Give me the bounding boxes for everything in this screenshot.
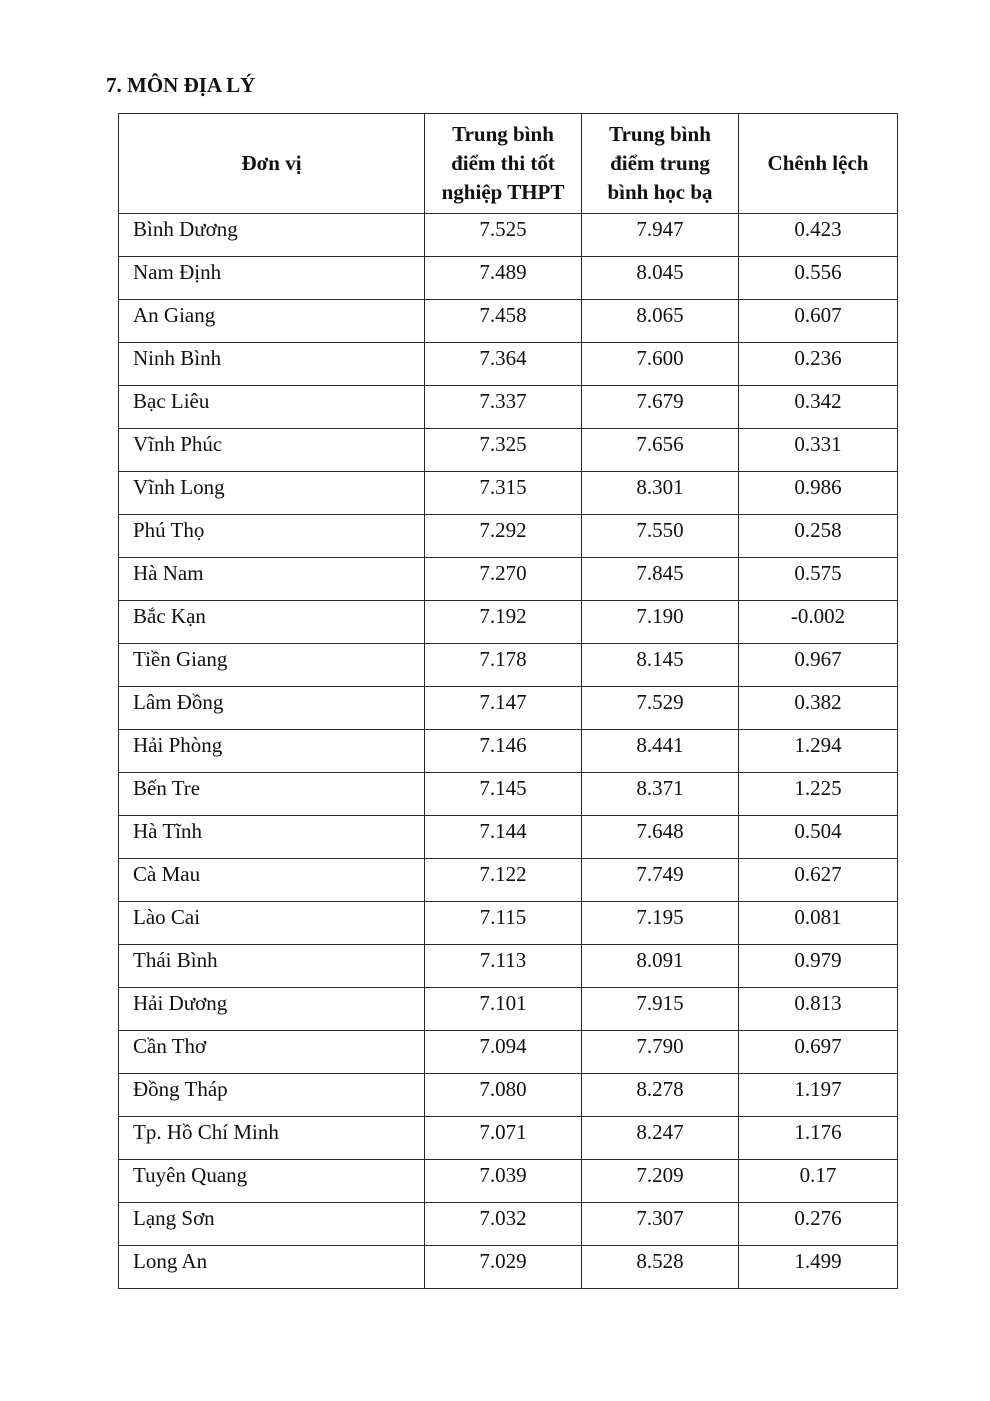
table-row [119,300,898,343]
thpt-score-cell: 7.525 [425,214,582,257]
table-row [119,773,898,816]
difference-cell: 0.276 [739,1203,898,1246]
difference-cell: -0.002 [739,601,898,644]
table-row [119,1246,898,1289]
table-row [119,472,898,515]
difference-cell: 0.258 [739,515,898,558]
hoc-ba-score-cell: 7.845 [582,558,739,601]
difference-cell: 0.607 [739,300,898,343]
table-row [119,902,898,945]
unit-name-cell: Phú Thọ [119,515,425,558]
table-row [119,945,898,988]
table-body [119,214,898,1289]
difference-cell: 1.197 [739,1074,898,1117]
table-row [119,859,898,902]
thpt-score-cell: 7.337 [425,386,582,429]
unit-name-cell: Ninh Bình [119,343,425,386]
unit-name-cell: Tiền Giang [119,644,425,687]
difference-cell: 0.627 [739,859,898,902]
table-row [119,1031,898,1074]
thpt-score-cell: 7.071 [425,1117,582,1160]
thpt-score-cell: 7.122 [425,859,582,902]
thpt-score-cell: 7.147 [425,687,582,730]
table-row [119,386,898,429]
unit-name-cell: Hải Dương [119,988,425,1031]
difference-cell: 1.499 [739,1246,898,1289]
hoc-ba-score-cell: 8.145 [582,644,739,687]
hoc-ba-score-cell: 7.209 [582,1160,739,1203]
difference-cell: 0.556 [739,257,898,300]
header-don-vi [119,114,425,214]
difference-cell: 0.813 [739,988,898,1031]
hoc-ba-score-cell: 8.278 [582,1074,739,1117]
table-row [119,515,898,558]
thpt-score-cell: 7.113 [425,945,582,988]
header-thpt-average [425,114,582,214]
thpt-score-cell: 7.115 [425,902,582,945]
hoc-ba-score-cell: 7.656 [582,429,739,472]
difference-cell: 0.504 [739,816,898,859]
difference-cell: 0.342 [739,386,898,429]
table-row [119,1203,898,1246]
table-row [119,687,898,730]
hoc-ba-score-cell: 8.091 [582,945,739,988]
thpt-score-cell: 7.178 [425,644,582,687]
difference-cell: 0.081 [739,902,898,945]
table-row [119,558,898,601]
thpt-score-cell: 7.192 [425,601,582,644]
table-row [119,1160,898,1203]
hoc-ba-score-cell: 8.441 [582,730,739,773]
table-header [119,114,898,214]
table-row [119,1117,898,1160]
thpt-score-cell: 7.032 [425,1203,582,1246]
unit-name-cell: Long An [119,1246,425,1289]
thpt-score-cell: 7.270 [425,558,582,601]
difference-cell: 0.331 [739,429,898,472]
hoc-ba-score-cell: 8.247 [582,1117,739,1160]
thpt-score-cell: 7.080 [425,1074,582,1117]
section-title: 7. MÔN ĐỊA LÝ [106,73,256,97]
thpt-score-cell: 7.144 [425,816,582,859]
header-label: Chênh lệch [767,151,869,175]
difference-cell: 0.423 [739,214,898,257]
unit-name-cell: Bến Tre [119,773,425,816]
unit-name-cell: Hà Tĩnh [119,816,425,859]
unit-name-cell: Tuyên Quang [119,1160,425,1203]
unit-name-cell: Cà Mau [119,859,425,902]
difference-cell: 0.17 [739,1160,898,1203]
difference-cell: 1.225 [739,773,898,816]
hoc-ba-score-cell: 7.195 [582,902,739,945]
hoc-ba-score-cell: 7.915 [582,988,739,1031]
unit-name-cell: Bạc Liêu [119,386,425,429]
hoc-ba-score-cell: 7.529 [582,687,739,730]
unit-name-cell: Đồng Tháp [119,1074,425,1117]
thpt-score-cell: 7.146 [425,730,582,773]
hoc-ba-score-cell: 7.790 [582,1031,739,1074]
difference-cell: 1.294 [739,730,898,773]
difference-cell: 0.697 [739,1031,898,1074]
table-row [119,601,898,644]
score-table [118,113,898,1289]
unit-name-cell: Thái Bình [119,945,425,988]
header-label: Trung bình điểm thi tốt nghiệp THPT [441,122,565,204]
unit-name-cell: Vĩnh Long [119,472,425,515]
thpt-score-cell: 7.364 [425,343,582,386]
header-label: Trung bình điểm trung bình học bạ [607,122,713,204]
thpt-score-cell: 7.039 [425,1160,582,1203]
table-row [119,816,898,859]
unit-name-cell: Bắc Kạn [119,601,425,644]
hoc-ba-score-cell: 8.045 [582,257,739,300]
table-row [119,257,898,300]
hoc-ba-score-cell: 7.947 [582,214,739,257]
header-row [119,114,898,214]
unit-name-cell: Vĩnh Phúc [119,429,425,472]
thpt-score-cell: 7.458 [425,300,582,343]
hoc-ba-score-cell: 8.371 [582,773,739,816]
difference-cell: 0.236 [739,343,898,386]
difference-cell: 0.986 [739,472,898,515]
table-row [119,1074,898,1117]
hoc-ba-score-cell: 7.648 [582,816,739,859]
table-row [119,343,898,386]
unit-name-cell: Nam Định [119,257,425,300]
thpt-score-cell: 7.489 [425,257,582,300]
unit-name-cell: Lạng Sơn [119,1203,425,1246]
hoc-ba-score-cell: 8.528 [582,1246,739,1289]
header-label: Đơn vị [241,151,302,175]
thpt-score-cell: 7.325 [425,429,582,472]
unit-name-cell: Lào Cai [119,902,425,945]
difference-cell: 0.979 [739,945,898,988]
unit-name-cell: Hải Phòng [119,730,425,773]
thpt-score-cell: 7.315 [425,472,582,515]
difference-cell: 0.575 [739,558,898,601]
header-chenh-lech [739,114,898,214]
thpt-score-cell: 7.029 [425,1246,582,1289]
unit-name-cell: Tp. Hồ Chí Minh [119,1117,425,1160]
hoc-ba-score-cell: 7.550 [582,515,739,558]
difference-cell: 0.382 [739,687,898,730]
unit-name-cell: Bình Dương [119,214,425,257]
header-hoc-ba-average [582,114,739,214]
hoc-ba-score-cell: 7.749 [582,859,739,902]
hoc-ba-score-cell: 7.190 [582,601,739,644]
unit-name-cell: Cần Thơ [119,1031,425,1074]
unit-name-cell: Lâm Đồng [119,687,425,730]
thpt-score-cell: 7.101 [425,988,582,1031]
thpt-score-cell: 7.292 [425,515,582,558]
table-row [119,214,898,257]
hoc-ba-score-cell: 7.600 [582,343,739,386]
thpt-score-cell: 7.094 [425,1031,582,1074]
hoc-ba-score-cell: 8.065 [582,300,739,343]
table-row [119,644,898,687]
thpt-score-cell: 7.145 [425,773,582,816]
unit-name-cell: An Giang [119,300,425,343]
difference-cell: 0.967 [739,644,898,687]
unit-name-cell: Hà Nam [119,558,425,601]
hoc-ba-score-cell: 8.301 [582,472,739,515]
hoc-ba-score-cell: 7.679 [582,386,739,429]
table-row [119,730,898,773]
table-row [119,429,898,472]
hoc-ba-score-cell: 7.307 [582,1203,739,1246]
table-row [119,988,898,1031]
difference-cell: 1.176 [739,1117,898,1160]
